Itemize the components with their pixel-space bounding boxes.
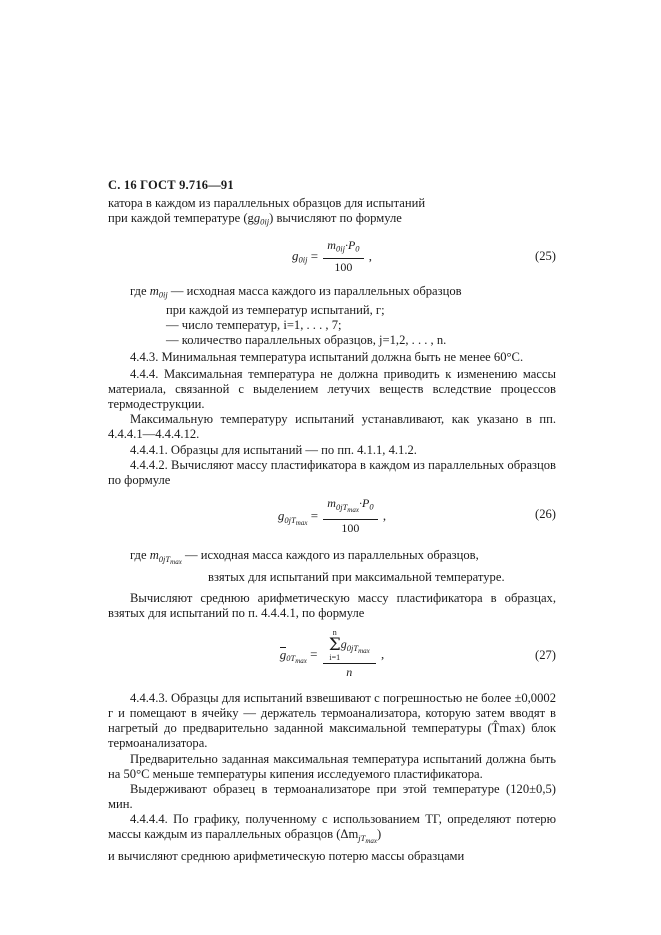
- formula-26-body: [108, 497, 556, 537]
- formula-27-sum-arg-sub2: max: [358, 647, 370, 656]
- intro-line2-pre: при каждой температуре (g: [108, 211, 254, 226]
- clause-4-4-4-4-close: ): [377, 827, 382, 842]
- where-26-symbol-sub2: max: [170, 557, 182, 566]
- page-header: С. 16 ГОСТ 9.716—91: [108, 178, 234, 192]
- formula-25-num-sub: 0ij: [335, 243, 345, 254]
- where-26-line2: взятых для испытаний при максимальной температуре.: [208, 569, 505, 584]
- formula-25-number: (25): [535, 248, 556, 263]
- where-25-symbol-sub: 0ij: [158, 289, 168, 300]
- formula-25-equals: =: [310, 248, 319, 264]
- formula-26-numerator: $m_{0jT_{max}}\cdot P_0$: [323, 496, 377, 520]
- formula-27-sum-arg: $g_{0jT_{max}}$: [340, 637, 370, 656]
- clause-4-4-4-4-text: 4.4.4.4. По графику, полученному с использованием ТГ, определяют потерю массы каждым из параллельных образцов (Δm: [108, 811, 556, 842]
- clause-4-4-4-4-sub2: max: [365, 836, 378, 845]
- formula-25-body: [108, 239, 556, 276]
- where-25-symbol: $m_{0ij}$: [149, 283, 168, 300]
- where-25-j-def: — количество параллельных образцов, j=1,2, . . . , n.: [166, 332, 447, 347]
- formula-25-num-sub2: 0: [355, 243, 360, 254]
- where-25-i-def: — число температур, i=1, . . . , 7;: [166, 317, 342, 332]
- where-25-line4: [108, 333, 556, 348]
- formula-27-denominator: n: [346, 665, 353, 680]
- where-25-kw: где: [130, 283, 150, 298]
- formula-26-num-sub2: max: [347, 505, 359, 514]
- clause-4-4-4-4-symbol: [358, 827, 378, 845]
- formula-26-equals: =: [310, 507, 319, 523]
- clause-4-4-4-3: 4.4.4.3. Образцы для испытаний взвешивают с погрешностью не более ±0,0002 г и помещают в ячейку — держатель термоанализатора, которую затем вводят в нагретый до предварительно заданной максимальной температуры (T̂max) блок термоанализатора.: [108, 691, 556, 751]
- formula-27-lhs: $g_{0T_{max}}$: [279, 646, 307, 666]
- where-25-def: — исходная масса каждого из параллельных образцов: [167, 283, 462, 298]
- clause-4-4-4-3-note2: Выдерживают образец в термоанализаторе при этой температуре (120±0,5) мин.: [108, 781, 556, 811]
- formula-26-number: (26): [535, 506, 556, 521]
- formula-27-comma: ,: [381, 646, 385, 662]
- sigma-icon: Σ: [328, 635, 341, 656]
- where-26-symbol-sub: 0jT: [158, 553, 171, 564]
- formula-26-expression: [278, 497, 386, 537]
- formula-25-fraction: [323, 238, 363, 275]
- formula-25-numerator: $m_{0ij}\cdot P_0$: [323, 238, 363, 259]
- where-26-def: — исходная масса каждого из параллельных образцов,: [181, 547, 479, 562]
- formula-27-number: (27): [535, 648, 556, 663]
- formula-26-lhs-sub-main: 0jT: [284, 514, 296, 525]
- clause-4-4-4-2: 4.4.4.2. Вычисляют массу пластификатора в каждом из параллельных образцов по формуле: [108, 457, 556, 487]
- formula-27-summation: [329, 629, 341, 662]
- clause-4-4-4-1: 4.4.4.1. Образцы для испытаний — по пп. 4.1.1, 4.1.2.: [130, 442, 417, 457]
- where-25-line1: [108, 284, 556, 303]
- where-25-line3: [108, 318, 556, 333]
- formula-27-body: [108, 630, 556, 681]
- formula-25: [108, 239, 556, 275]
- formula-27-lhs-sub2: max: [295, 657, 307, 666]
- formula-27-numerator: [323, 629, 376, 664]
- formula-26-fraction: [323, 496, 377, 536]
- clause-4-4-4-4: [108, 812, 556, 849]
- sum-lower-limit: i=1: [329, 653, 341, 663]
- formula-26-lhs: $g_{0jT_{max}}$: [277, 507, 308, 527]
- formula-27-equals: =: [310, 646, 318, 662]
- formula-26-num-sub3: 0: [369, 501, 374, 512]
- paragraph-average-mass: Вычисляют среднюю арифметическую массу пластификатора в образцах, взятых для испытаний по п. 4.4.4.1, по формуле: [108, 590, 556, 621]
- formula-27-expression: [280, 630, 385, 681]
- clause-4-4-4-4-cont: и вычисляют среднюю арифметическую потерю массы образцами: [108, 849, 465, 864]
- paragraph-intro-line2: [108, 211, 556, 230]
- formula-26: [108, 497, 556, 539]
- formula-26-num-sub: 0jT: [335, 501, 348, 512]
- formula-25-lhs: $g_{0ij}$: [291, 248, 308, 266]
- symbol-g0ij-sub: 0ij: [260, 216, 270, 227]
- sum-upper-limit: n: [332, 628, 337, 638]
- formula-27-lhs-sub: 0T: [286, 653, 296, 664]
- formula-27-sum-arg-sub: 0jT: [346, 643, 359, 654]
- clause-4-4-3: 4.4.3. Минимальная температура испытаний должна быть не менее 60°С.: [130, 350, 524, 364]
- formula-26-comma: ,: [382, 507, 387, 523]
- where-25-line2: при каждой из температур испытаний, г;: [166, 302, 385, 317]
- document-body: [108, 196, 556, 864]
- where-26-line1: [108, 548, 556, 570]
- formula-25-denominator: 100: [334, 259, 353, 274]
- paragraph-intro-line1: катора в каждом из параллельных образцов для испытаний: [108, 196, 426, 210]
- intro-line2-post: ) вычисляют по формуле: [269, 211, 402, 226]
- formula-27-fraction: [323, 629, 376, 680]
- symbol-g0ij: $g_{0ij}$: [253, 211, 270, 227]
- clause-4-4-4: 4.4.4. Максимальная температура не должна приводить к изменению массы материала, связанной с выделением летучих веществ вследствие процессов термодеструкции.: [108, 367, 556, 412]
- clause-4-4-4-note: Максимальную температуру испытаний устанавливают, как указано в пп. 4.4.4.1—4.4.4.12.: [108, 412, 556, 442]
- formula-25-lhs-sub: 0ij: [298, 255, 308, 266]
- formula-27: [108, 630, 556, 682]
- where-26-symbol: $m_{0jT_{max}}$: [149, 547, 182, 566]
- formula-26-lhs-sub-min: max: [295, 518, 308, 527]
- clause-4-4-4-4-sub: jT: [358, 832, 366, 843]
- formula-25-comma: ,: [368, 248, 373, 264]
- clause-4-4-4-3-note1: Предварительно заданная максимальная температура испытаний должна быть на 50°С меньше температуры кипения исследуемого пластификатора.: [108, 751, 556, 781]
- formula-26-lhs-sub: [284, 515, 307, 525]
- where-26-kw: где: [130, 547, 150, 562]
- formula-26-denominator: 100: [341, 520, 360, 535]
- formula-25-expression: [292, 239, 372, 276]
